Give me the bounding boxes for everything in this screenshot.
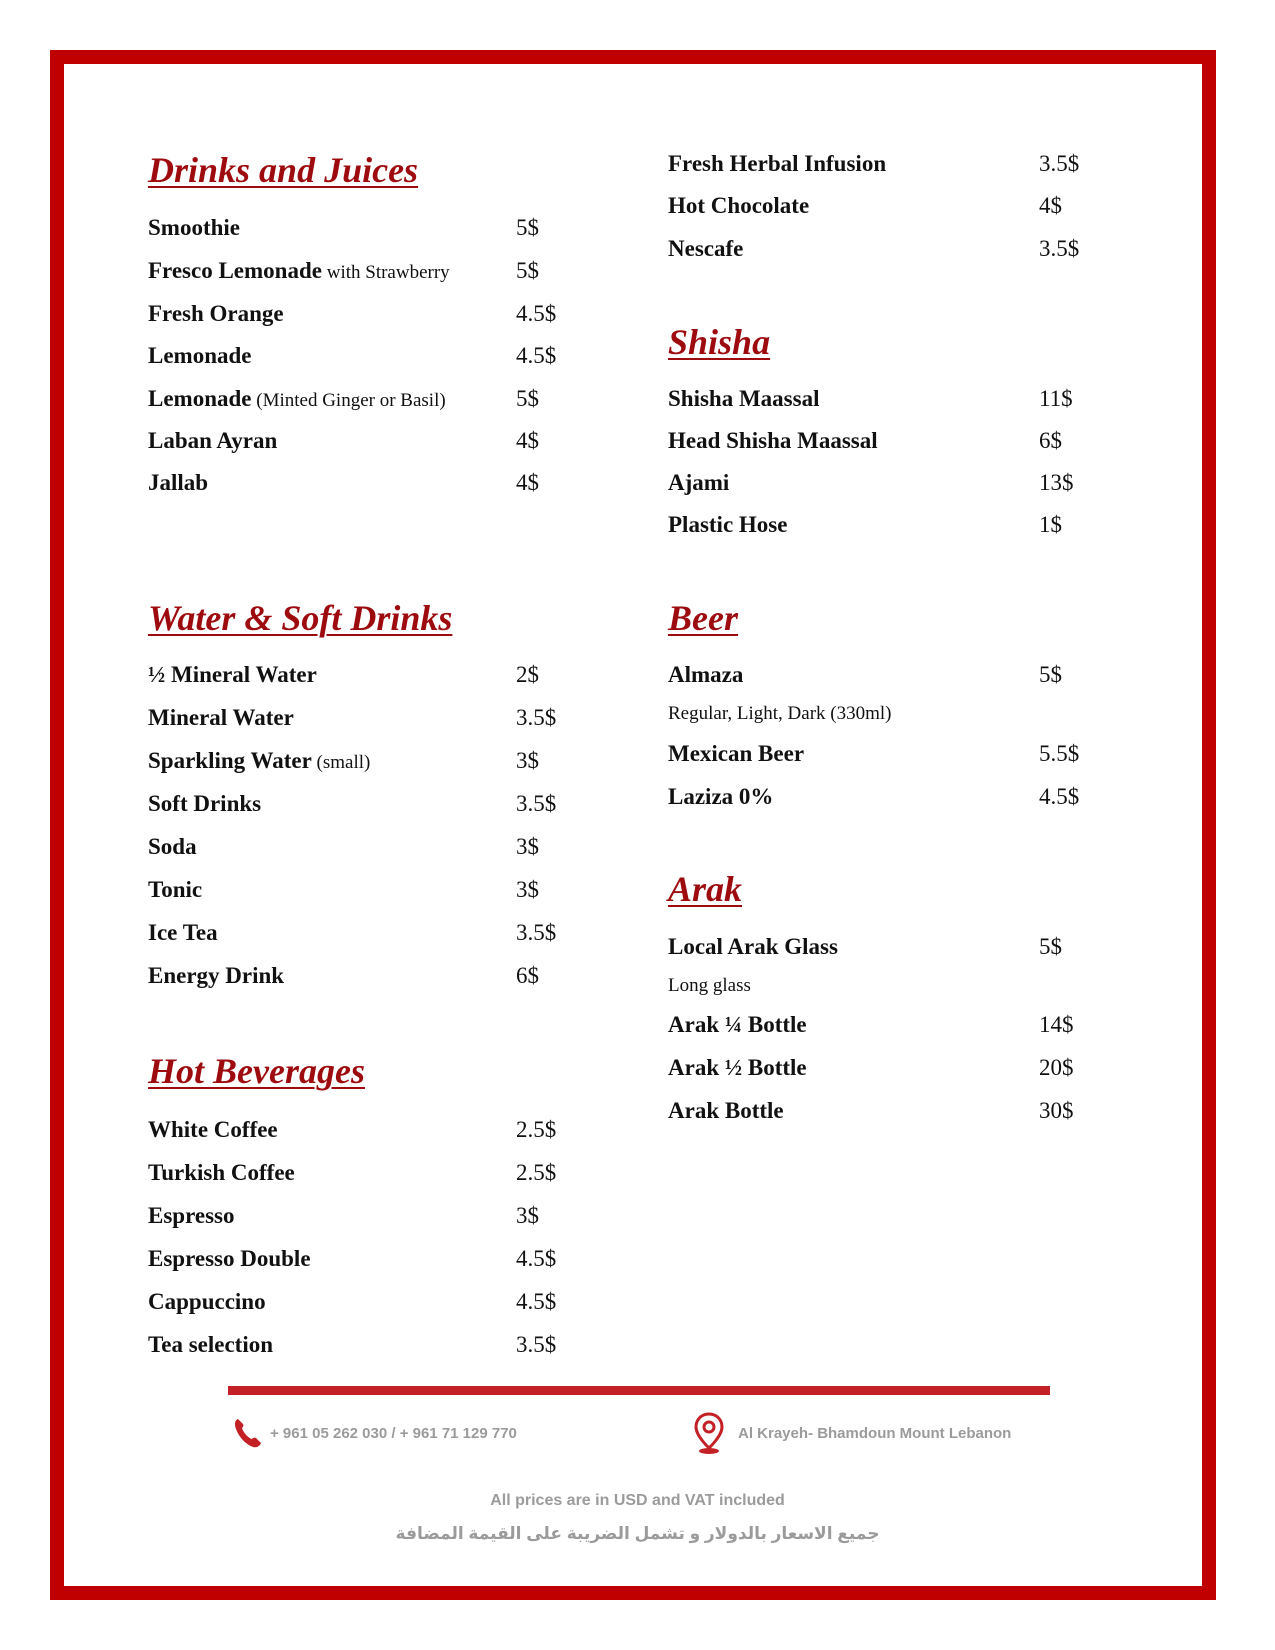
menu-item: Fresh Orange 4.5$ [148, 301, 557, 326]
menu-item: Almaza 5$ [668, 662, 1062, 687]
menu-item: ½ Mineral Water 2$ [148, 662, 539, 687]
price: 3.5$ [516, 705, 557, 730]
price: 4.5$ [516, 301, 557, 326]
phone-numbers: + 961 05 262 030 / + 961 71 129 770 [270, 1424, 517, 1442]
price: 5$ [516, 258, 539, 283]
price: 3$ [516, 877, 539, 902]
price: 4$ [516, 470, 539, 495]
menu-item: Jallab 4$ [148, 470, 539, 495]
price: 2$ [516, 662, 539, 687]
menu-item: Soft Drinks 3.5$ [148, 791, 557, 816]
menu-item: Soda 3$ [148, 834, 539, 859]
menu-item: Ice Tea 3.5$ [148, 920, 557, 945]
menu-item: Hot Chocolate 4$ [668, 193, 1062, 218]
menu-item: Fresco Lemonade with Strawberry 5$ [148, 258, 539, 283]
menu-item: Laban Ayran 4$ [148, 428, 539, 453]
menu-item: Lemonade (Minted Ginger or Basil) 5$ [148, 386, 539, 411]
price: 3$ [516, 1203, 539, 1228]
menu-item: Smoothie 5$ [148, 215, 539, 240]
price: 3.5$ [1039, 151, 1080, 176]
price: 2.5$ [516, 1160, 557, 1185]
price: 3.5$ [516, 1332, 557, 1357]
price: 5$ [1039, 934, 1062, 959]
menu-item: Plastic Hose 1$ [668, 512, 1062, 537]
price: 2.5$ [516, 1117, 557, 1142]
section-title-drinks: Drinks and Juices [148, 150, 419, 190]
menu-item: Cappuccino 4.5$ [148, 1289, 557, 1314]
footer-phone [232, 1413, 517, 1453]
menu-item: Ajami 13$ [668, 470, 1074, 495]
menu-item: Arak ¼ Bottle 14$ [668, 1012, 1074, 1037]
menu-item: Espresso 3$ [148, 1203, 539, 1228]
section-title-arak: Arak [668, 869, 743, 909]
menu-item: Nescafe 3.5$ [668, 236, 1080, 261]
price: 3$ [516, 834, 539, 859]
price: 6$ [516, 963, 539, 988]
menu-item: Arak Bottle 30$ [668, 1098, 1074, 1123]
price: 4.5$ [516, 343, 557, 368]
price: 4.5$ [1039, 784, 1080, 809]
location-pin-icon [692, 1411, 726, 1455]
price: 4.5$ [516, 1289, 557, 1314]
section-title-beer: Beer [668, 598, 738, 638]
menu-item: Sparkling Water (small) 3$ [148, 748, 539, 773]
price: 3.5$ [1039, 236, 1080, 261]
price: 5$ [516, 215, 539, 240]
address-text: Al Krayeh- Bhamdoun Mount Lebanon [738, 1424, 1012, 1442]
menu-item: Head Shisha Maassal 6$ [668, 428, 1062, 453]
menu-item: Tea selection 3.5$ [148, 1332, 557, 1357]
menu-item: Lemonade 4.5$ [148, 343, 557, 368]
vat-note-ar: جميع الاسعار بالدولار و تشمل الضريبة على القيمة المضافة [395, 1524, 880, 1543]
footer-divider [228, 1386, 1050, 1395]
price: 4.5$ [516, 1246, 557, 1271]
menu-item: Shisha Maassal 11$ [668, 386, 1073, 411]
menu-item: Energy Drink 6$ [148, 963, 539, 988]
price: 1$ [1039, 512, 1062, 537]
menu-item: Fresh Herbal Infusion 3.5$ [668, 151, 1080, 176]
price: 3.5$ [516, 920, 557, 945]
menu-item: Mineral Water 3.5$ [148, 705, 557, 730]
price: 11$ [1039, 386, 1073, 411]
section-title-hot: Hot Beverages [148, 1051, 365, 1091]
price: 14$ [1039, 1012, 1074, 1037]
price: 5$ [516, 386, 539, 411]
vat-note-en: All prices are in USD and VAT included [490, 1492, 785, 1509]
menu-item: White Coffee 2.5$ [148, 1117, 557, 1142]
menu-item: Mexican Beer 5.5$ [668, 741, 1080, 766]
price: 6$ [1039, 428, 1062, 453]
price: 4$ [516, 428, 539, 453]
price: 5$ [1039, 662, 1062, 687]
price: 4$ [1039, 193, 1062, 218]
almaza-note: Regular, Light, Dark (330ml) [668, 703, 892, 724]
section-title-water: Water & Soft Drinks [148, 598, 453, 638]
price: 5.5$ [1039, 741, 1080, 766]
menu-item: Laziza 0% 4.5$ [668, 784, 1080, 809]
menu-item: Arak ½ Bottle 20$ [668, 1055, 1074, 1080]
arak-glass-note: Long glass [668, 975, 751, 996]
menu-item: Local Arak Glass 5$ [668, 934, 1062, 959]
price: 3.5$ [516, 791, 557, 816]
menu-item: Tonic 3$ [148, 877, 539, 902]
price: 13$ [1039, 470, 1074, 495]
footer-address [692, 1413, 1011, 1453]
price: 3$ [516, 748, 539, 773]
price: 20$ [1039, 1055, 1074, 1080]
menu-item: Espresso Double 4.5$ [148, 1246, 557, 1271]
price: 30$ [1039, 1098, 1074, 1123]
phone-icon [232, 1416, 264, 1450]
menu-item: Turkish Coffee 2.5$ [148, 1160, 557, 1185]
section-title-shisha: Shisha [668, 322, 771, 362]
